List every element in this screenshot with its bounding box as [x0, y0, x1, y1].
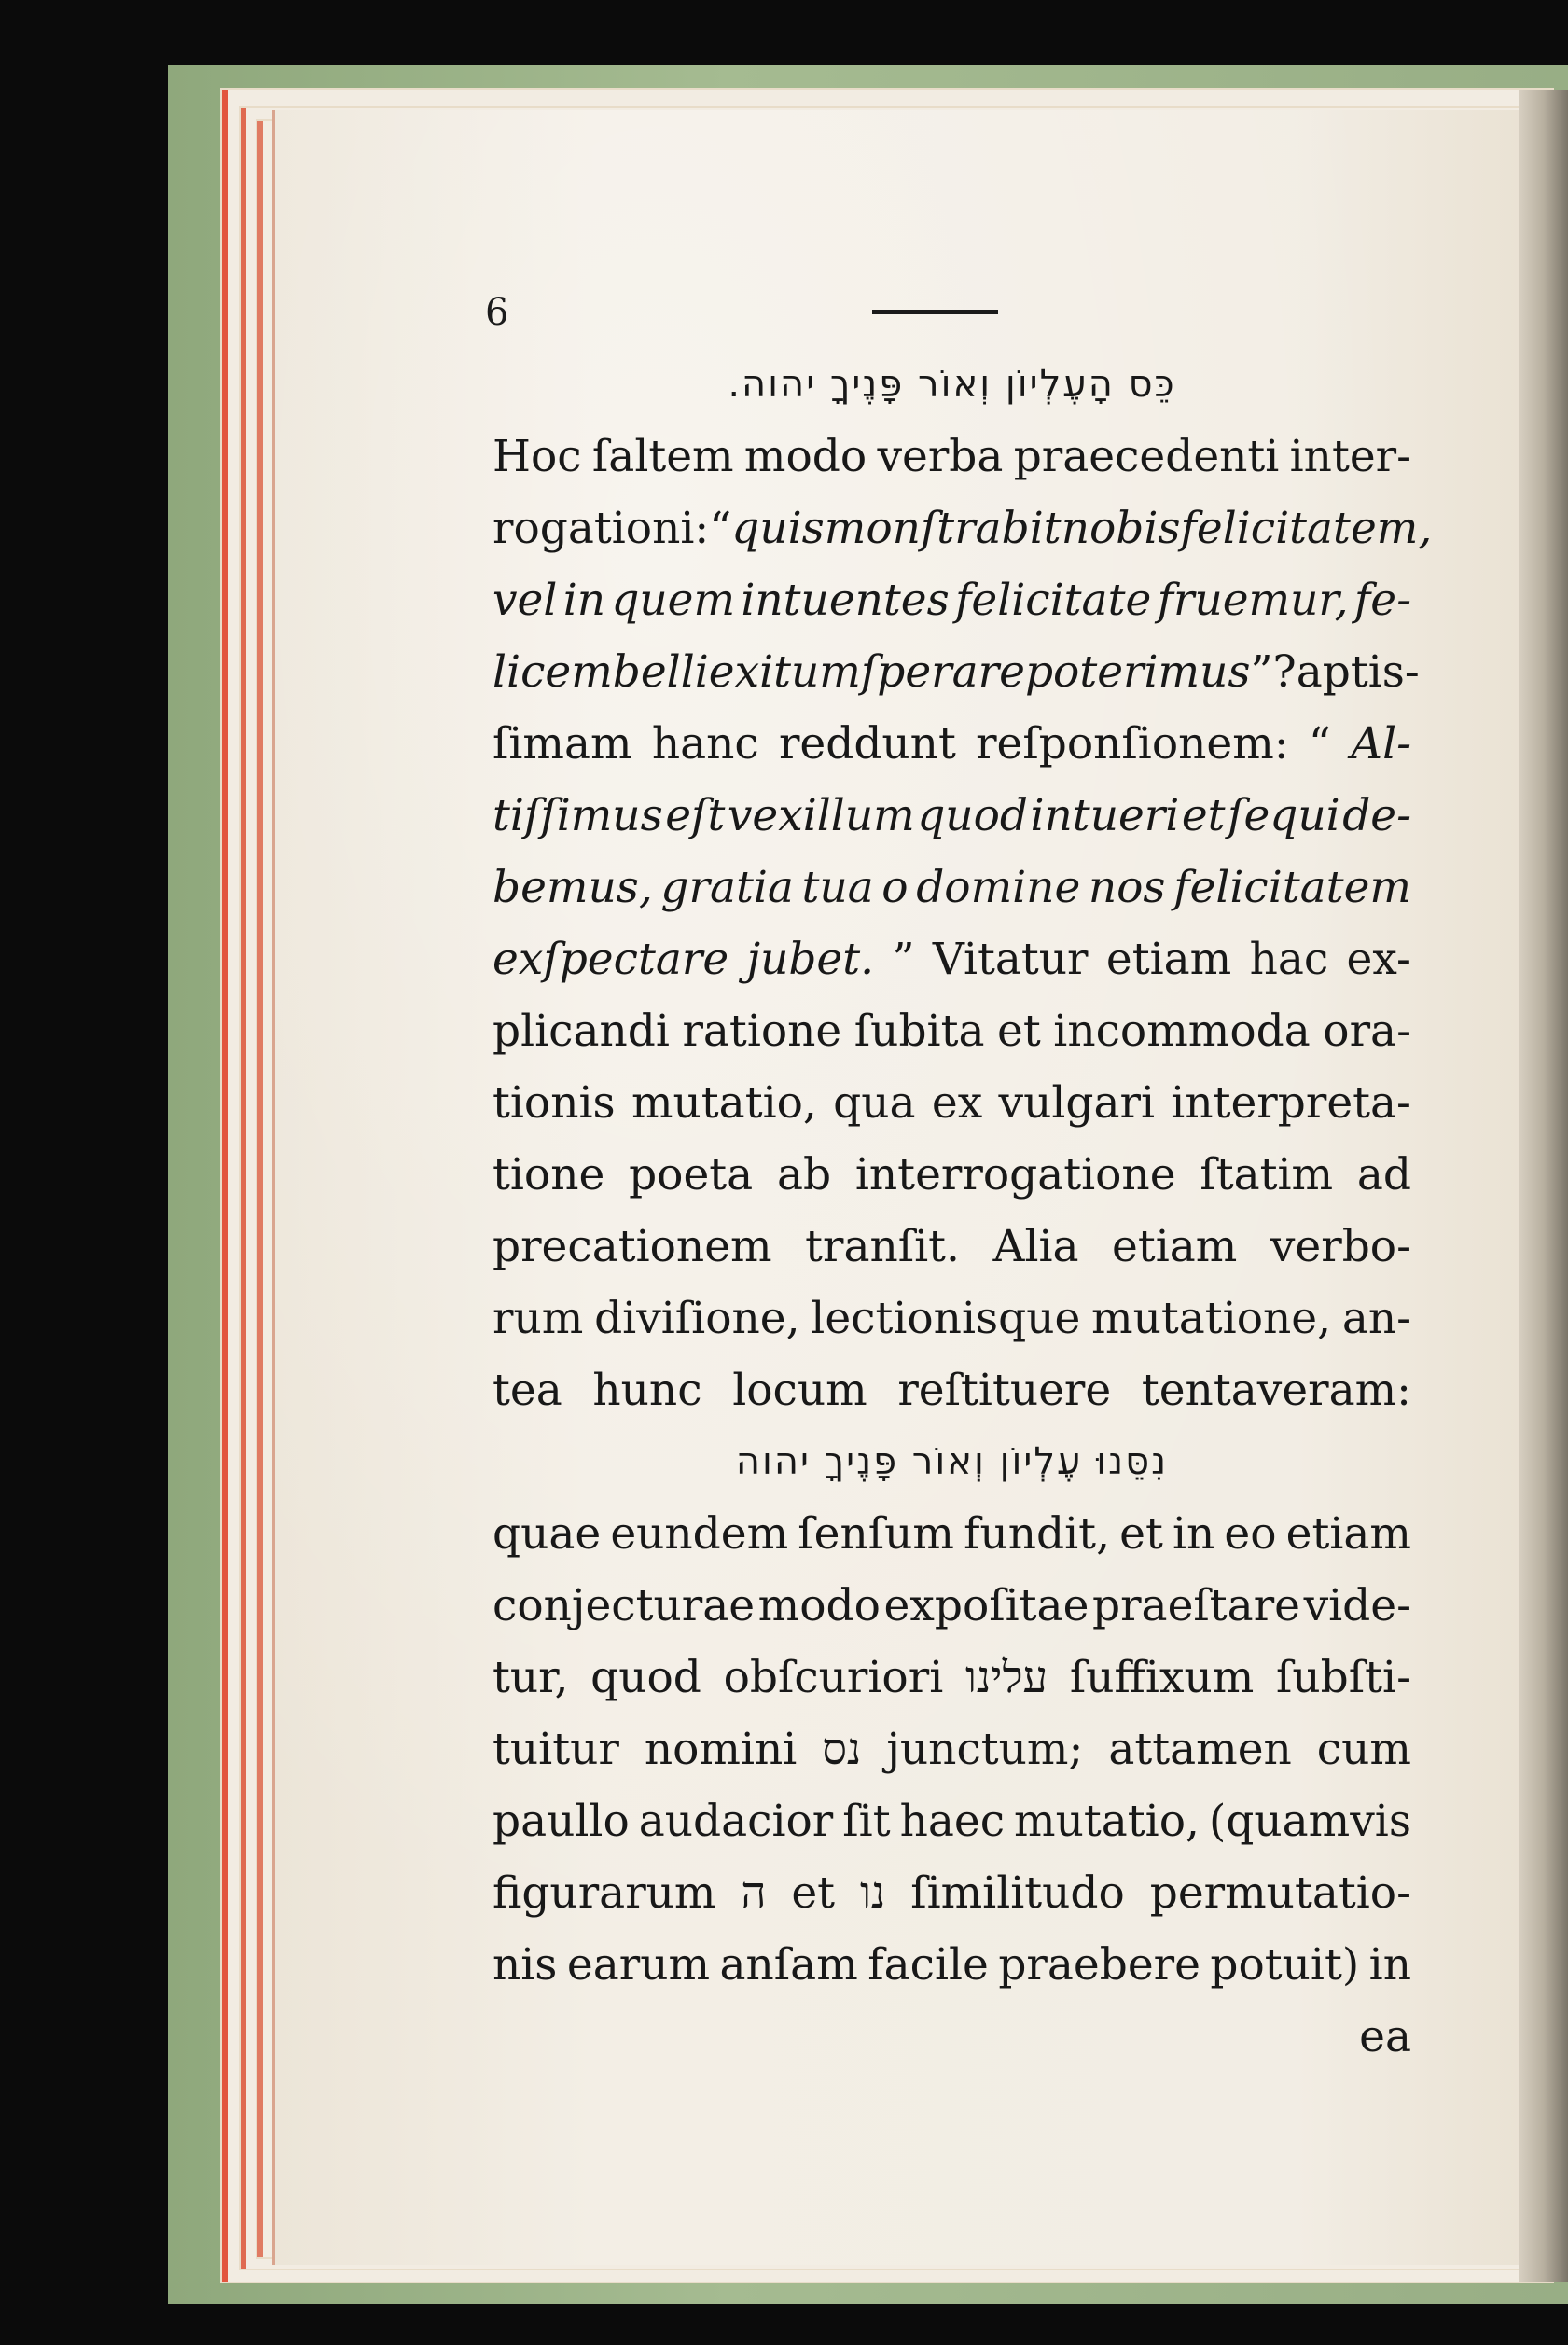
word: ſtatim: [1200, 1149, 1334, 1200]
word: ſequi: [1228, 790, 1340, 841]
word: exitum: [708, 646, 861, 698]
word: expoſitae: [883, 1580, 1089, 1631]
word: intueri: [1030, 790, 1180, 841]
text-line: [493, 421, 1411, 493]
word: audacior: [638, 1796, 834, 1847]
word: reddunt: [778, 718, 956, 770]
word: poterimus: [1024, 646, 1251, 698]
word: domine: [916, 862, 1081, 913]
page-number: 6: [485, 291, 509, 334]
text-line: [493, 1283, 1411, 1354]
text-line: [493, 995, 1411, 1067]
word: tiſſimus: [493, 790, 663, 841]
word: aptis-: [1296, 646, 1420, 698]
word: ex: [931, 1077, 983, 1129]
word: ſubita: [853, 1006, 985, 1057]
word: in: [1368, 1939, 1411, 1991]
word: עלינו: [964, 1652, 1048, 1703]
word: hunc: [592, 1365, 702, 1416]
word: facile: [867, 1939, 989, 1991]
word: bemus,: [493, 862, 653, 913]
word: ”: [892, 934, 915, 985]
text-line: [493, 1498, 1411, 1570]
word: נס: [822, 1724, 862, 1775]
word: felicitatem: [1173, 862, 1411, 913]
word: praeſtare: [1092, 1580, 1300, 1631]
word: ſimilitudo: [910, 1867, 1125, 1919]
word: ex-: [1346, 934, 1411, 985]
word: ab: [776, 1149, 832, 1200]
word: in: [562, 575, 606, 626]
hebrew-line: נִסֵּנוּ עֶלְיוֹן וְאוֹר פָּנֶיךָ יהוה: [735, 1440, 1169, 1483]
word: poeta: [629, 1149, 754, 1200]
text-line: [493, 1785, 1411, 1857]
word: quod: [917, 790, 1028, 841]
word: nos: [1088, 862, 1166, 913]
word: quem: [611, 575, 736, 626]
word: jubet.: [746, 934, 875, 985]
text-line: [493, 1929, 1411, 2001]
word: ſperare: [860, 646, 1025, 698]
word: vel: [493, 575, 558, 626]
word: tua: [801, 862, 874, 913]
word: haec: [899, 1796, 1006, 1847]
word: נו: [859, 1867, 886, 1919]
word: lectionisque: [811, 1293, 1081, 1344]
word: tione: [493, 1149, 605, 1200]
word: praecedenti: [1013, 431, 1280, 482]
word: Al-: [1351, 718, 1411, 770]
text-line: [493, 1139, 1411, 1211]
word: etiam: [1112, 1221, 1238, 1272]
word: ſuffixum: [1069, 1652, 1255, 1703]
word: belli: [612, 646, 709, 698]
word: intuentes: [741, 575, 950, 626]
word: an-: [1341, 1293, 1411, 1344]
word: Hoc: [493, 431, 582, 482]
word: quae: [493, 1508, 602, 1560]
text-line: [493, 1067, 1411, 1139]
word: “: [709, 503, 732, 554]
word: tur,: [493, 1652, 569, 1703]
word: licem: [493, 646, 613, 698]
word: fe-: [1353, 575, 1411, 626]
word: etiam: [1285, 1508, 1411, 1560]
word: et: [997, 1006, 1041, 1057]
text-line: [493, 708, 1411, 780]
text-line: [493, 564, 1411, 636]
word: etiam: [1105, 934, 1232, 985]
word: obſcuriori: [723, 1652, 944, 1703]
catchword: ea: [1359, 2011, 1411, 2062]
text-line: [493, 1354, 1411, 1426]
word: o: [881, 862, 909, 913]
word: ſenſum: [798, 1508, 954, 1560]
word: ſaltem: [591, 431, 734, 482]
text-line: [493, 780, 1411, 852]
word: de-: [1342, 790, 1411, 841]
body-text: [493, 349, 1433, 2073]
word: ad: [1356, 1149, 1411, 1200]
word: locum: [732, 1365, 867, 1416]
word: in: [1172, 1508, 1215, 1560]
word: mutatio,: [1014, 1796, 1200, 1847]
word: rum: [493, 1293, 584, 1344]
word: eſt: [665, 790, 726, 841]
word: reſtituere: [897, 1365, 1112, 1416]
word: paullo: [493, 1796, 630, 1847]
word: ſimam: [493, 718, 632, 770]
word: et: [1119, 1508, 1163, 1560]
word: ratione: [682, 1006, 842, 1057]
word: tranſit.: [805, 1221, 960, 1272]
word: ſit: [842, 1796, 891, 1847]
word: felicitate: [955, 575, 1152, 626]
word: (quamvis: [1208, 1796, 1411, 1847]
word: diviſione,: [594, 1293, 800, 1344]
text-line: [493, 852, 1411, 923]
word: modo: [757, 1580, 881, 1631]
word: ה: [741, 1867, 767, 1919]
word: nis: [493, 1939, 558, 1991]
word: verba: [877, 431, 1004, 482]
word: conjecturae: [493, 1580, 756, 1631]
word: mutatione,: [1091, 1293, 1332, 1344]
word: tuitur: [493, 1724, 619, 1775]
text-line: [493, 1857, 1411, 1929]
word: “: [1308, 718, 1331, 770]
word: fundit,: [964, 1508, 1111, 1560]
word: eo: [1224, 1508, 1277, 1560]
word: rogationi:: [493, 503, 710, 554]
hebrew-line: כֵּס הָעֶלְיוֹן וְאוֹר פָּנֶיךָ יהוה.: [728, 363, 1176, 406]
word: ſubſti-: [1276, 1652, 1411, 1703]
word: ora-: [1323, 1006, 1411, 1057]
word: et: [791, 1867, 836, 1919]
word: Alia: [992, 1221, 1079, 1272]
word: vexillum: [727, 790, 915, 841]
word: exſpectare: [493, 934, 729, 985]
word: earum: [566, 1939, 711, 1991]
word: anſam: [719, 1939, 858, 1991]
word: felicitatem,: [1180, 503, 1433, 554]
word: tentaveram:: [1141, 1365, 1411, 1416]
word: cum: [1316, 1724, 1411, 1775]
word: reſponſionem:: [976, 718, 1289, 770]
word: figurarum: [493, 1867, 716, 1919]
word: fruemur,: [1157, 575, 1349, 626]
text-line: [493, 923, 1411, 995]
word: qua: [833, 1077, 916, 1129]
word: quis: [731, 503, 825, 554]
text-line: [493, 1570, 1411, 1642]
word: verbo-: [1270, 1221, 1411, 1272]
word: gratia: [660, 862, 794, 913]
word: mutatio,: [631, 1077, 817, 1129]
word: praebere: [998, 1939, 1200, 1991]
header-rule: [872, 310, 998, 314]
word: vide-: [1303, 1580, 1411, 1631]
word: Vitatur: [932, 934, 1089, 985]
text-line: [493, 1642, 1411, 1714]
word: vulgari: [998, 1077, 1155, 1129]
word: potuit): [1210, 1939, 1360, 1991]
word: tionis: [493, 1077, 616, 1129]
word: monſtrabit: [824, 503, 1062, 554]
book-gutter: [1519, 90, 1568, 2282]
word: interrogatione: [854, 1149, 1176, 1200]
text-line: [493, 636, 1420, 708]
word: junctum;: [886, 1724, 1084, 1775]
word: hac: [1249, 934, 1329, 985]
word: hanc: [651, 718, 759, 770]
word: ”?: [1250, 646, 1297, 698]
word: quod: [590, 1652, 701, 1703]
text-line: [493, 1211, 1411, 1283]
word: inter-: [1289, 431, 1411, 482]
word: nobis: [1061, 503, 1181, 554]
word: permutatio-: [1149, 1867, 1411, 1919]
word: nomini: [644, 1724, 798, 1775]
word: modo: [743, 431, 867, 482]
word: attamen: [1108, 1724, 1292, 1775]
word: precationem: [493, 1221, 772, 1272]
word: plicandi: [493, 1006, 670, 1057]
word: interpreta-: [1171, 1077, 1411, 1129]
word: eundem: [610, 1508, 789, 1560]
word: et: [1181, 790, 1226, 841]
word: tea: [493, 1365, 562, 1416]
word: incommoda: [1053, 1006, 1311, 1057]
text-line: [493, 493, 1433, 564]
text-line: [493, 1714, 1411, 1785]
